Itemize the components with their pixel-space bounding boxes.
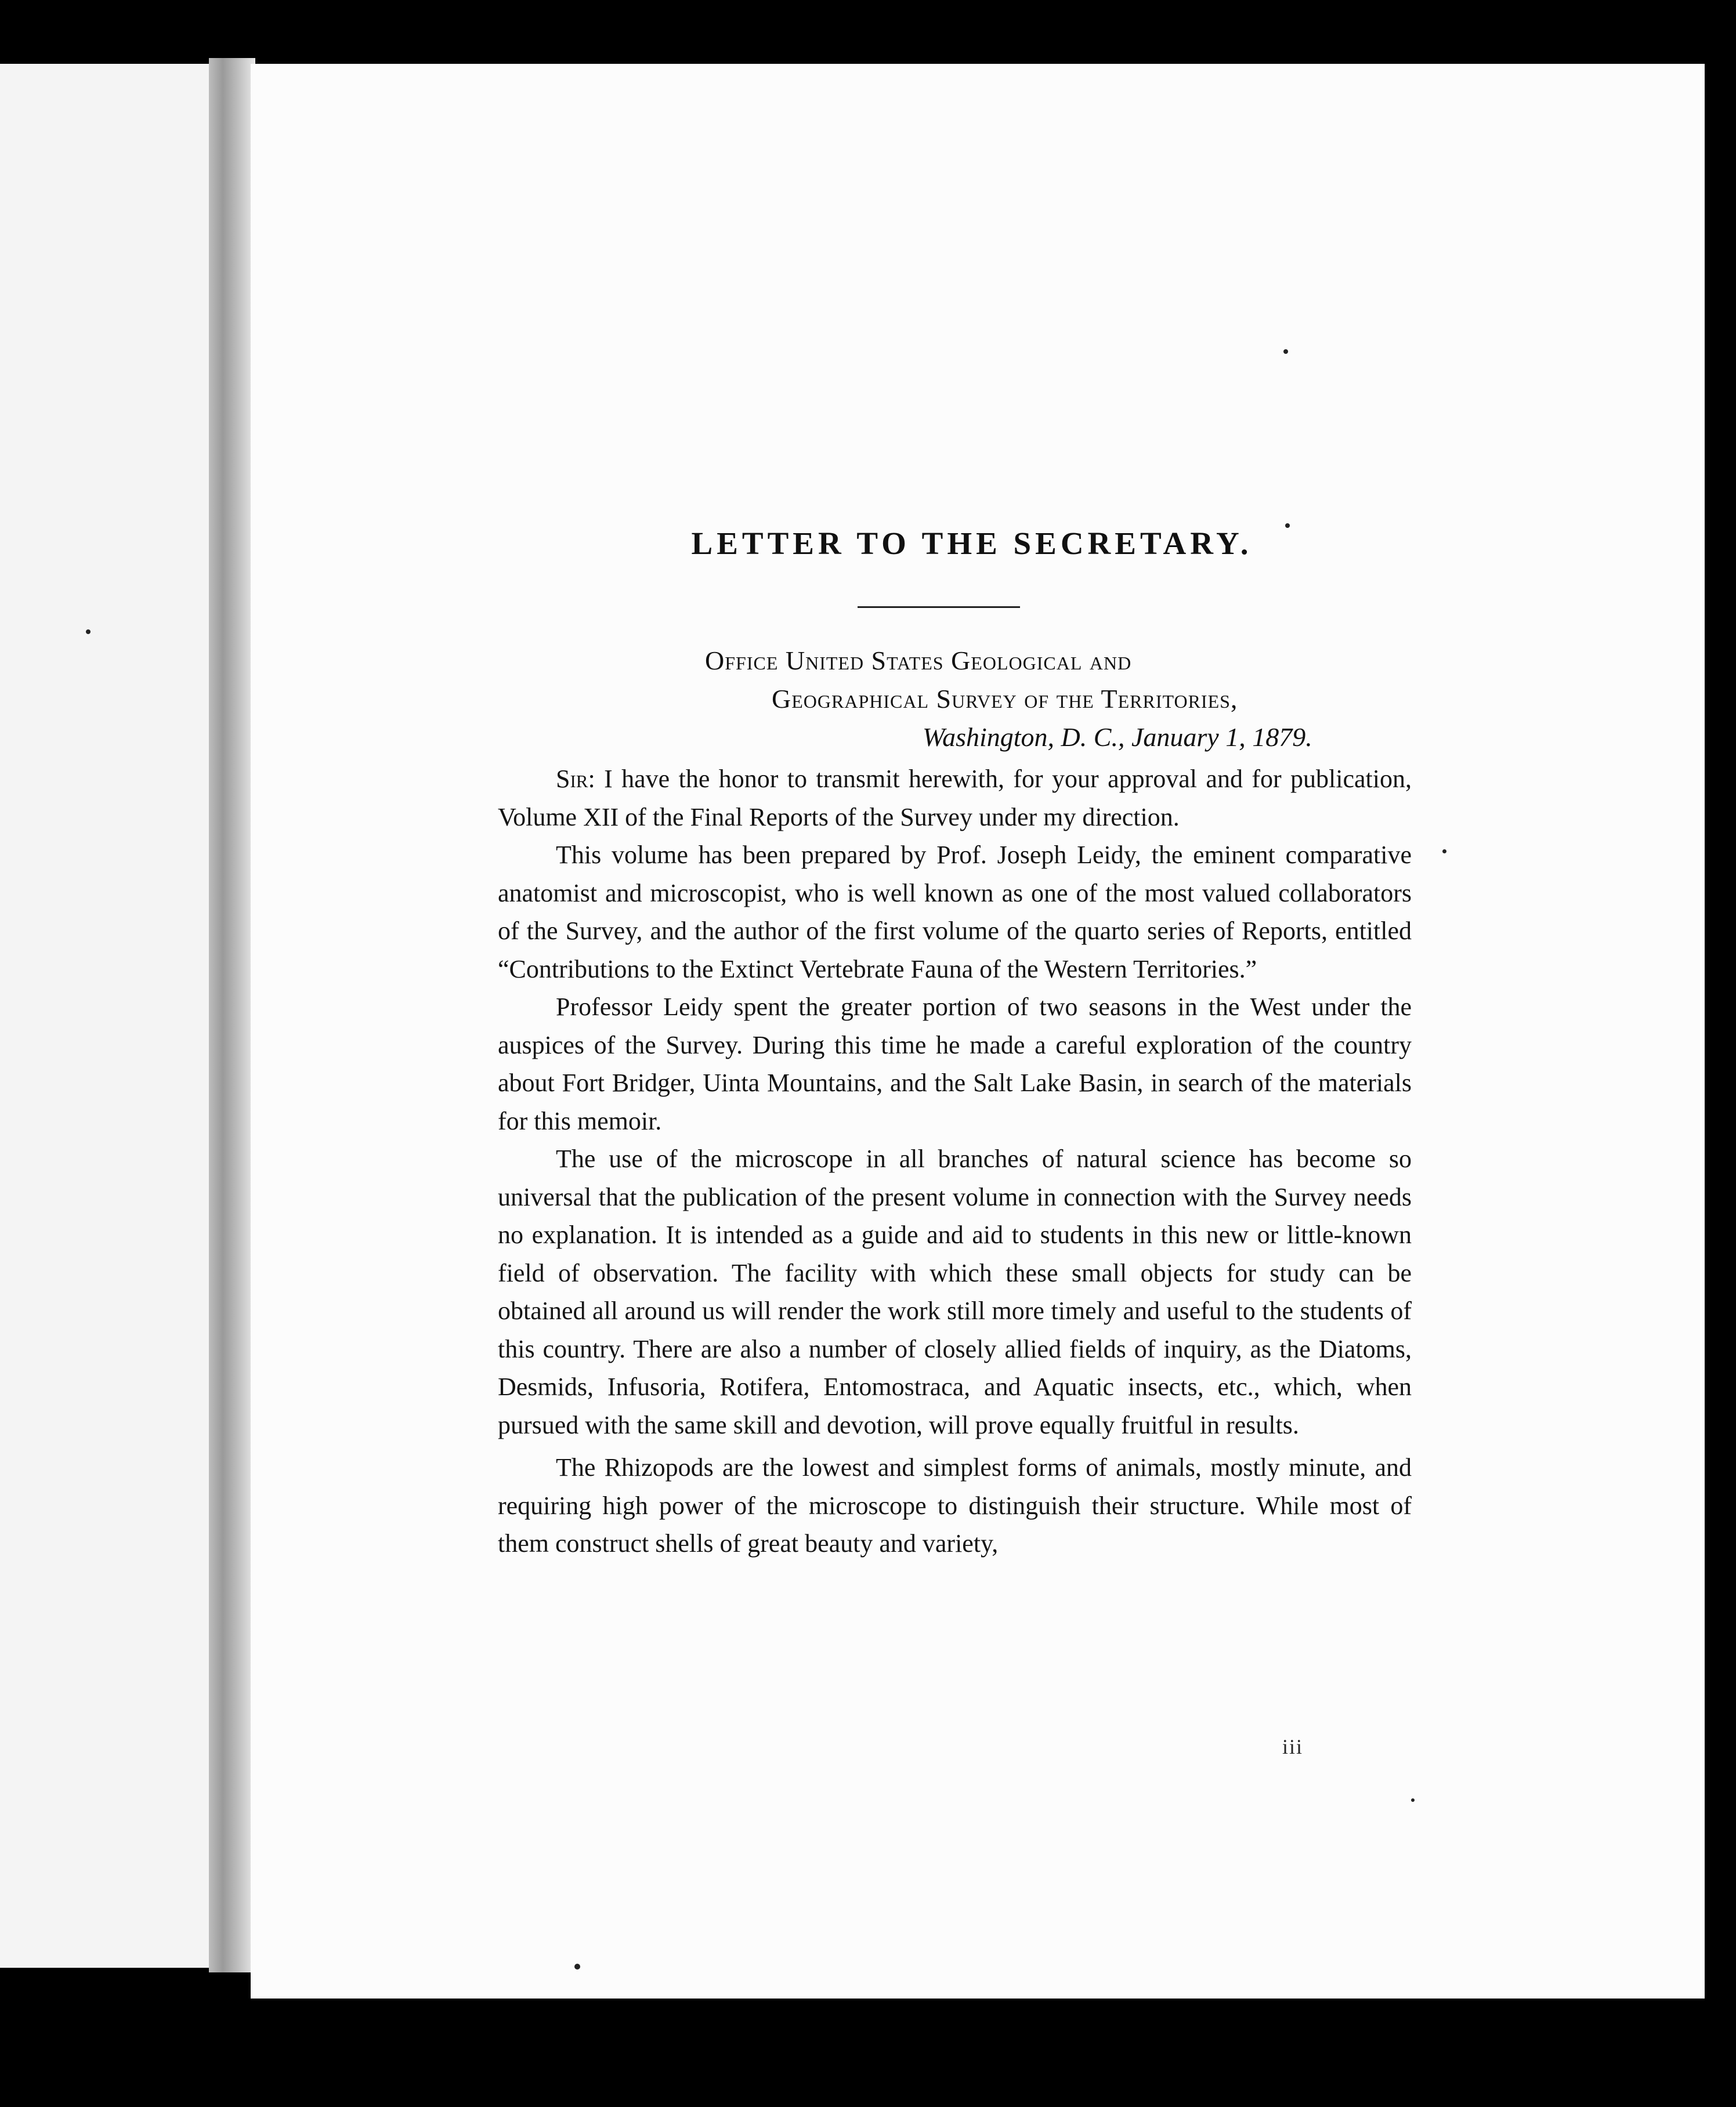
paragraph-1-text: I have the honor to transmit herewith, for your approval and for publication, Volume XII of the Final Reports of the Survey under my direction. bbox=[498, 765, 1412, 831]
ink-speck bbox=[1442, 849, 1446, 853]
address-line-2-text: Geographical Survey of the Territories, bbox=[772, 684, 1238, 714]
ink-speck bbox=[1285, 523, 1290, 528]
ink-speck bbox=[574, 1964, 580, 1970]
letter-body bbox=[498, 760, 1412, 1563]
ink-speck bbox=[1411, 1798, 1415, 1802]
paragraph-5: The Rhizopods are the lowest and simplest forms of animals, mostly minute, and requiring high power of the microscope to distinguish their structure. While most of them construct shells of great beauty and variety, bbox=[498, 1453, 1412, 1558]
address-line-1 bbox=[705, 645, 1131, 676]
address-line-1-text: Office United States Geological and bbox=[705, 646, 1132, 675]
paragraph-3: Professor Leidy spent the greater portion of two seasons in the West under the auspices of the Survey. During this time he made a careful exploration of the country about Fort Bridger, Uinta Mountains, and the Salt Lake Basin, in search of the materials for this memoir. bbox=[498, 993, 1412, 1135]
paragraph-2: This volume has been prepared by Prof. Joseph Leidy, the eminent comparative anatomist and microscopist, who is well known as one of the most valued collaborators of the Survey, and the author of the first volume of the quarto series of Reports, entitled “Contributions to the Extinct Vertebrate Fauna of the Western Territories.” bbox=[498, 841, 1412, 983]
address-line-2 bbox=[772, 683, 1238, 714]
salutation: Sir: bbox=[556, 765, 595, 793]
left-page-edge bbox=[0, 64, 222, 1968]
title-rule bbox=[858, 606, 1020, 608]
paragraph-1 bbox=[498, 760, 1412, 836]
ink-speck bbox=[1283, 349, 1288, 354]
page-title: LETTER TO THE SECRETARY. bbox=[691, 526, 1253, 561]
ink-speck bbox=[86, 629, 91, 634]
address-line-3: Washington, D. C., January 1, 1879. bbox=[923, 722, 1312, 752]
book-gutter bbox=[209, 58, 255, 1972]
page-number: iii bbox=[1282, 1735, 1304, 1758]
paragraph-4: The use of the microscope in all branches of natural science has become so universal that the publication of the present volume in connection with the Survey needs no explanation. It is intended as a guide and aid to students in this new or little-known field of observation. The facility with which these small objects for study can be obtained all around us will render the work still more timely and useful to the students of this country. There are also a number of closely allied fields of inquiry, as the Diatoms, Desmids, Infusoria, Rotifera, Entomostraca, and Aquatic insects, etc., which, when pursued with the same skill and devotion, will prove equally fruitful in results. bbox=[498, 1145, 1412, 1439]
